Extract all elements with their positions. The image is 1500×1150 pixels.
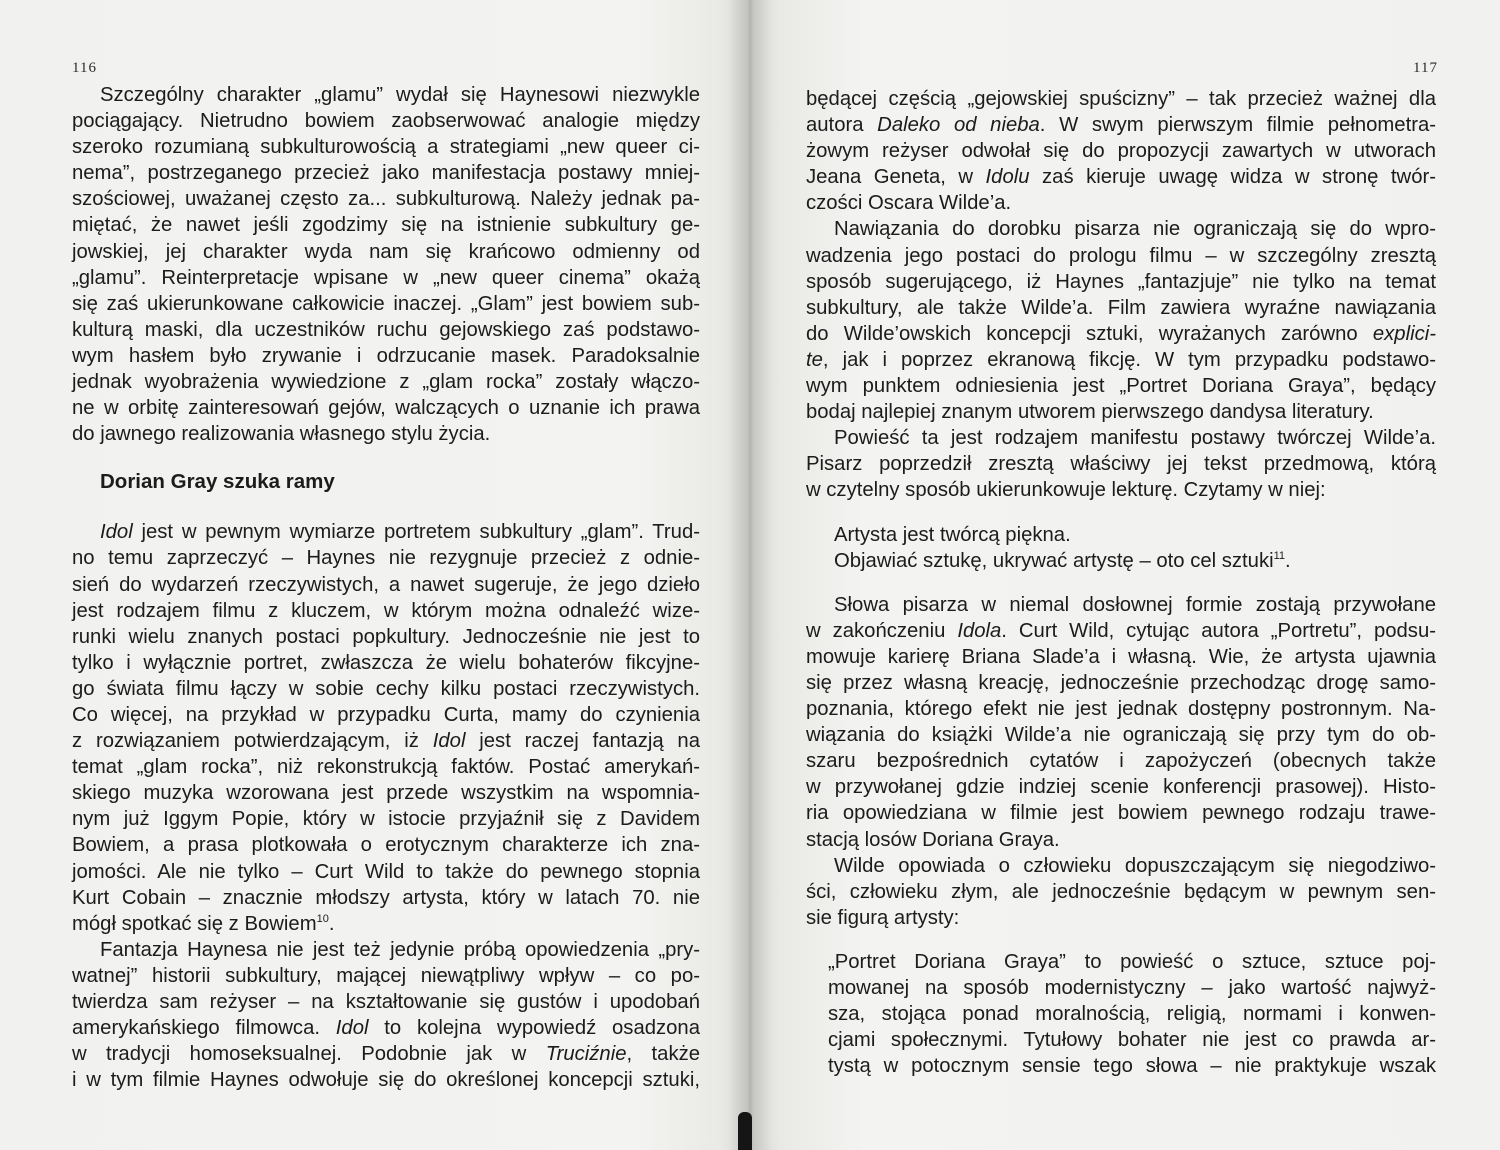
text-span: Objawiać sztukę, ukrywać artystę – oto cel sztuki <box>834 549 1274 572</box>
text-line: sień do wydarzeń rzeczywistych, a nawet sugeruje, że jego dzieło <box>72 573 700 596</box>
text-span: , jak i poprzez ekranową fikcję. W tym przypadku podstawo- <box>822 348 1436 371</box>
text-line: tylko i wyłącznie portret, zwłaszcza że wielu bohaterów fikcyjne- <box>72 651 700 674</box>
text-span: jest w pewnym wymiarze portretem subkultury „glam”. Trud- <box>132 521 700 544</box>
text-span: to kolejna wypowiedź osadzona <box>368 1017 700 1040</box>
text-line: Słowa pisarza w niemal dosłownej formie zostają przywołane <box>834 593 1436 616</box>
text-line <box>806 112 1436 138</box>
quote-line <box>806 548 1436 574</box>
paragraph-1 <box>806 86 1436 216</box>
text-span: w zakończeniu <box>806 619 958 642</box>
text-line: stacją losów Doriana Graya. <box>806 828 1060 851</box>
text-line: szeroko rozumianą subkulturowością a strategiami „new queer ci- <box>72 136 700 159</box>
text-line: ści, człowieku złym, ale jednocześnie będącym w pewnym sen- <box>806 880 1436 903</box>
text-line: Co więcej, na przykład w przypadku Curta, mamy do czynienia <box>72 703 700 726</box>
text-line: czości Oscara Wilde’a. <box>806 192 1012 215</box>
text-line: temat „glam rocka”, niż rekonstrukcją faktów. Postać amerykań- <box>72 756 700 779</box>
text-line: szaru bezpośrednich cytatów i zapożyczeń (obecnych także <box>806 750 1436 773</box>
paragraph-1 <box>72 82 700 447</box>
text-line: szościowej, uważanej często za... subkulturową. Należy jednak pa- <box>72 188 700 211</box>
italic-title: Idol <box>432 730 466 753</box>
text-line: w przywołanej gdzie indziej scenie konferencji prasowej). Histo- <box>806 776 1436 799</box>
text-line: się przez własną kreację, jednocześnie przechodząc drogę samo- <box>806 671 1436 694</box>
text-line: twierdza sam reżyser – na kształtowanie się gustów i upodobań <box>72 991 700 1013</box>
text-span: autora <box>806 114 878 137</box>
text-line <box>72 1015 700 1041</box>
quote-line: mowanej na sposób modernistyczny – jako wartość najwyż- <box>828 977 1436 999</box>
text-span: jest raczej fantazją na <box>465 730 700 753</box>
italic-title: Idolu <box>985 166 1030 189</box>
italic-title: Idol <box>100 521 133 544</box>
text-line: ria opowiedziana w filmie jest bowiem pewnego rodzaju trawe- <box>806 802 1436 825</box>
text-line <box>72 728 700 754</box>
paragraph-5 <box>806 853 1436 931</box>
paragraph-3 <box>806 425 1436 503</box>
quote-line: cjami społecznymi. Tytułowy bohater nie jest co prawda ar- <box>828 1029 1436 1052</box>
text-span: do Wilde’owskich koncepcji sztuki, wyrażanych zarówno <box>806 322 1373 345</box>
text-line: bodaj najlepiej znanym utworem pierwszego dandysa literatury. <box>806 401 1374 424</box>
text-span: w tradycji homoseksualnej. Podobnie jak w <box>72 1043 546 1066</box>
text-line: skiego muzyka wzorowana jest przede wszystkim na wspomnia- <box>72 782 700 805</box>
text-line: no temu zaprzeczyć – Haynes nie rezygnuje przecież z odnie- <box>72 547 700 570</box>
text-span: zaś kieruje uwagę widza w stronę twór- <box>1029 166 1436 189</box>
text-line: kulturą maski, dla uczestników ruchu gejowskiego zaś podstawo- <box>72 318 700 341</box>
text-span: . Curt Wild, cytując autora „Portretu”, podsu- <box>1001 619 1436 642</box>
text-line: i w tym filmie Haynes odwołuje się do określonej koncepcji sztuki, <box>72 1069 700 1092</box>
text-line: runki wielu znanych postaci popkultury. Jednocześnie nie jest to <box>72 625 700 648</box>
text-line: w czytelny sposób ukierunkowuje lekturę. Czytamy w niej: <box>806 479 1326 502</box>
footnote-ref: 11 <box>1273 549 1286 562</box>
italic-term: explici- <box>1372 322 1436 345</box>
italic-title: Idola <box>957 619 1002 642</box>
text-line: się zaś ukierunkowane całkowicie inaczej. „Glam” jest bowiem sub- <box>72 292 700 315</box>
text-line: do jawnego realizowania własnego stylu życia. <box>72 423 491 446</box>
text-line: mowuje karierę Briana Slade’a i własną. Wie, że artysta ujawnia <box>806 645 1436 668</box>
text-line: wadzenia jego postaci do prologu filmu – w szczególny zresztą <box>806 244 1436 267</box>
right-text-block <box>806 86 1436 1079</box>
paragraph-3 <box>72 937 700 1094</box>
text-line: jowskiej, jej charakter wyda nam się krańcowo odmienny od <box>72 240 700 263</box>
spacer <box>806 574 1436 592</box>
text-line: sie figurą artysty: <box>806 906 960 929</box>
text-line: Kurt Cobain – znacznie młodszy artysta, który w latach 70. nie <box>72 886 700 909</box>
quotation-2 <box>806 949 1436 1079</box>
text-line: subkultury, ale także Wilde’a. Film zawiera wyraźne nawiązania <box>806 296 1436 319</box>
text-line: żowym reżyser odwołał się do propozycji zawartych w utworach <box>806 140 1436 163</box>
quote-line: „Portret Doriana Graya” to powieść o sztuce, sztuce poj- <box>828 950 1436 973</box>
text-line: mógł spotkać się z Bowiem$^{10}$. <box>72 912 335 935</box>
paragraph-2 <box>72 519 700 937</box>
text-line: będącej częścią „gejowskiej spuścizny” – tak przecież ważnej dla <box>806 88 1436 110</box>
quote-line: Artysta jest twórcą piękna. <box>834 523 1071 546</box>
text-line <box>72 519 700 545</box>
text-span: amerykańskiego filmowca. <box>72 1017 336 1040</box>
paragraph-2 <box>806 216 1436 425</box>
text-line: wym punktem odniesienia jest „Portret Doriana Graya”, będący <box>806 375 1436 398</box>
text-line: Bowiem, a prasa plotkowała o erotycznym charakterze ich zna- <box>72 834 700 857</box>
text-line: Fantazja Haynesa nie jest też jedynie próbą opowiedzenia „pry- <box>100 938 700 961</box>
italic-title: Idol <box>335 1017 369 1040</box>
spacer <box>806 931 1436 949</box>
text-line <box>806 164 1436 190</box>
text-line: Nawiązania do dorobku pisarza nie ograniczają się do wpro- <box>834 218 1436 241</box>
text-line: watnej” historii subkultury, mającej niewątpliwy wpływ – co po- <box>72 964 700 987</box>
page-number-left: 116 <box>72 60 97 76</box>
text-line <box>806 618 1436 644</box>
text-line: wiązania do książki Wilde’a nie ograniczają się przy tym do ob- <box>806 724 1436 747</box>
text-line: Pisarz poprzedził zresztą właściwy jej tekst przedmową, którą <box>806 453 1436 476</box>
section-heading: Dorian Gray szuka ramy <box>100 470 335 494</box>
spacer <box>806 504 1436 522</box>
right-page <box>750 0 1500 1150</box>
text-line: nema”, postrzeganego przecież jako manifestacja postawy mniej- <box>72 162 700 185</box>
spine-shadow <box>738 1112 752 1150</box>
text-span: . <box>1285 549 1291 572</box>
text-line: Szczególny charakter „glamu” wydał się Haynesowi niezwykle <box>100 84 700 106</box>
text-line: sposób sugerującego, iż Haynes „fantazjuje” nie tylko na temat <box>806 270 1436 293</box>
text-span: . W swym pierwszym filmie pełnometra- <box>1039 114 1436 137</box>
italic-term: te <box>806 348 823 371</box>
text-span: Jeana Geneta, w <box>806 166 986 189</box>
italic-title: Truciźnie <box>545 1043 627 1066</box>
text-line: miętać, że nawet jeśli zgodzimy się na istnienie subkultury ge- <box>72 214 700 237</box>
text-line: go świata filmu łączy w sobie cechy kilku postaci rzeczywistych. <box>72 677 700 700</box>
left-text-block <box>72 82 700 1093</box>
text-line: poznania, którego efekt nie jest jednak dostępny postronnym. Na- <box>806 698 1436 721</box>
text-line <box>806 321 1436 347</box>
italic-title: Daleko od nieba <box>877 114 1040 137</box>
footnote-ref: 10 <box>316 912 329 925</box>
text-line: jednak wyobrażenia wywiedzione z „glam rocka” zostały włączo- <box>72 371 700 394</box>
text-line: ne w orbitę zainteresowań gejów, walczących o uznanie ich prawa <box>72 397 700 420</box>
text-span: , także <box>626 1043 700 1066</box>
page-number-right: 117 <box>1413 60 1438 76</box>
quotation-1 <box>806 522 1436 574</box>
text-line: jomości. Ale nie tylko – Curt Wild to także do pewnego stopnia <box>72 860 700 883</box>
text-line: Powieść ta jest rodzajem manifestu postawy twórczej Wilde’a. <box>834 427 1436 450</box>
quote-line: sza, stojąca ponad moralnością, religią, normami i konwen- <box>828 1003 1436 1026</box>
text-line: jest rodzajem filmu z kluczem, w którym można odnaleźć wize- <box>72 599 700 622</box>
text-line <box>72 1041 700 1067</box>
text-line <box>806 347 1436 373</box>
text-line: nym już Iggym Popie, który w istocie przyjaźnił się z Davidem <box>72 808 700 831</box>
text-line: „glamu”. Reinterpretacje wpisane w „new queer cinema” okażą <box>72 266 700 289</box>
text-span: z rozwiązaniem potwierdzającym, iż <box>72 730 433 753</box>
text-span: mógł spotkać się z Bowiem <box>72 912 317 935</box>
paragraph-4 <box>806 592 1436 853</box>
quote-line: tystą w potocznym sensie tego słowa – nie praktykuje wszak <box>828 1055 1436 1078</box>
text-line: Wilde opowiada o człowieku dopuszczającym się niegodziwo- <box>834 854 1436 877</box>
text-line: pociągający. Nietrudno bowiem zaobserwować analogie między <box>72 110 700 133</box>
text-line: wym hasłem było zrywanie i odrzucanie masek. Paradoksalnie <box>72 344 700 367</box>
